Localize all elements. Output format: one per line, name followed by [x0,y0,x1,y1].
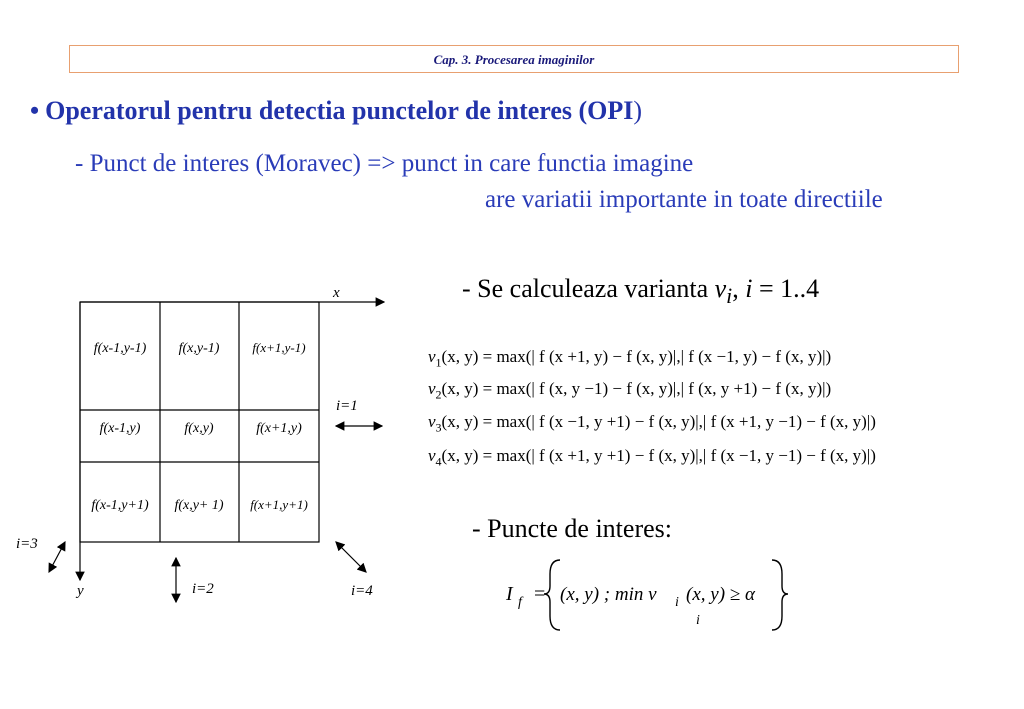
x-axis-label: x [333,285,340,301]
direction-label-3: i=3 [16,536,38,552]
equation-v3 [428,412,876,435]
variance-v: v [714,274,727,303]
title-text: Operatorul pentru detectia punctelor de interes (OPI [45,96,634,125]
cell-1-1: f(x,y) [184,421,214,436]
eq-sub: 1 [435,355,442,370]
variance-text [462,274,819,309]
interest-points-label: - Puncte de interes: [472,514,672,543]
cell-1-0: f(x-1,y) [99,421,141,436]
formula-tail: (x, y) ≥ α [686,584,755,605]
equation-v4 [428,446,876,469]
cell-0-0: f(x-1,y-1) [93,341,147,356]
cell-0-1: f(x,y-1) [178,341,220,356]
eq-lhs: v [428,412,436,431]
formula-under: i [696,613,700,628]
formula-eq: = [534,583,546,605]
equation-v1 [428,347,831,370]
eq-lhs: v [428,379,436,398]
slide-title [30,96,642,126]
eq-sub: 3 [435,420,442,435]
eq-rhs: (x, y) = max(| f (x, y −1) − f (x, y)|,| f (x, y +1) − f (x, y)|) [441,379,832,398]
formula-sub-f: f [518,595,522,610]
eq-lhs: v [428,347,436,366]
eq-lhs: v [428,446,436,465]
neighborhood-diagram [0,280,400,620]
interest-formula [500,556,800,636]
variance-sep: , [732,274,746,303]
subtitle-line-1: - Punct de interes (Moravec) => punct in care functia imagine [75,150,694,177]
eq-rhs: (x, y) = max(| f (x +1, y +1) − f (x, y)|,| f (x −1, y −1) − f (x, y)|) [441,446,876,465]
eq-rhs: (x, y) = max(| f (x −1, y +1) − f (x, y)|,| f (x +1, y −1) − f (x, y)|) [441,412,876,431]
left-brace [544,560,560,630]
cell-1-2: f(x+1,y) [256,421,302,436]
direction-arrow-4 [336,542,366,572]
bullet: • [30,96,40,125]
y-axis-label: y [77,583,84,599]
equation-v2 [428,379,831,402]
right-brace [772,560,788,630]
variance-i: i [745,274,753,303]
variance-range: = 1..4 [752,274,820,303]
variance-prefix: - Se calculeaza varianta [462,274,715,303]
direction-label-2: i=2 [192,581,214,597]
direction-label-1: i=1 [336,398,358,414]
cell-2-2: f(x+1,y+1) [250,497,308,512]
formula-body: (x, y) ; min v [560,584,657,605]
formula-sub-i: i [675,595,679,610]
variance-sub: i [726,284,733,309]
formula-I: I [506,583,513,605]
eq-sub: 4 [435,454,442,469]
eq-sub: 2 [435,387,442,402]
eq-rhs: (x, y) = max(| f (x +1, y) − f (x, y)|,| f (x −1, y) − f (x, y)|) [441,347,832,366]
cell-0-2: f(x+1,y-1) [252,340,306,355]
direction-arrow-3 [49,542,65,572]
header-box [69,45,959,73]
subtitle-line-2: are variatii importante in toate directiile [485,186,883,213]
cell-2-0: f(x-1,y+1) [91,498,149,513]
title-close: ) [633,96,643,125]
header-title: Cap. 3. Procesarea imaginilor [433,52,595,67]
direction-label-4: i=4 [351,583,373,599]
cell-2-1: f(x,y+ 1) [174,498,224,513]
